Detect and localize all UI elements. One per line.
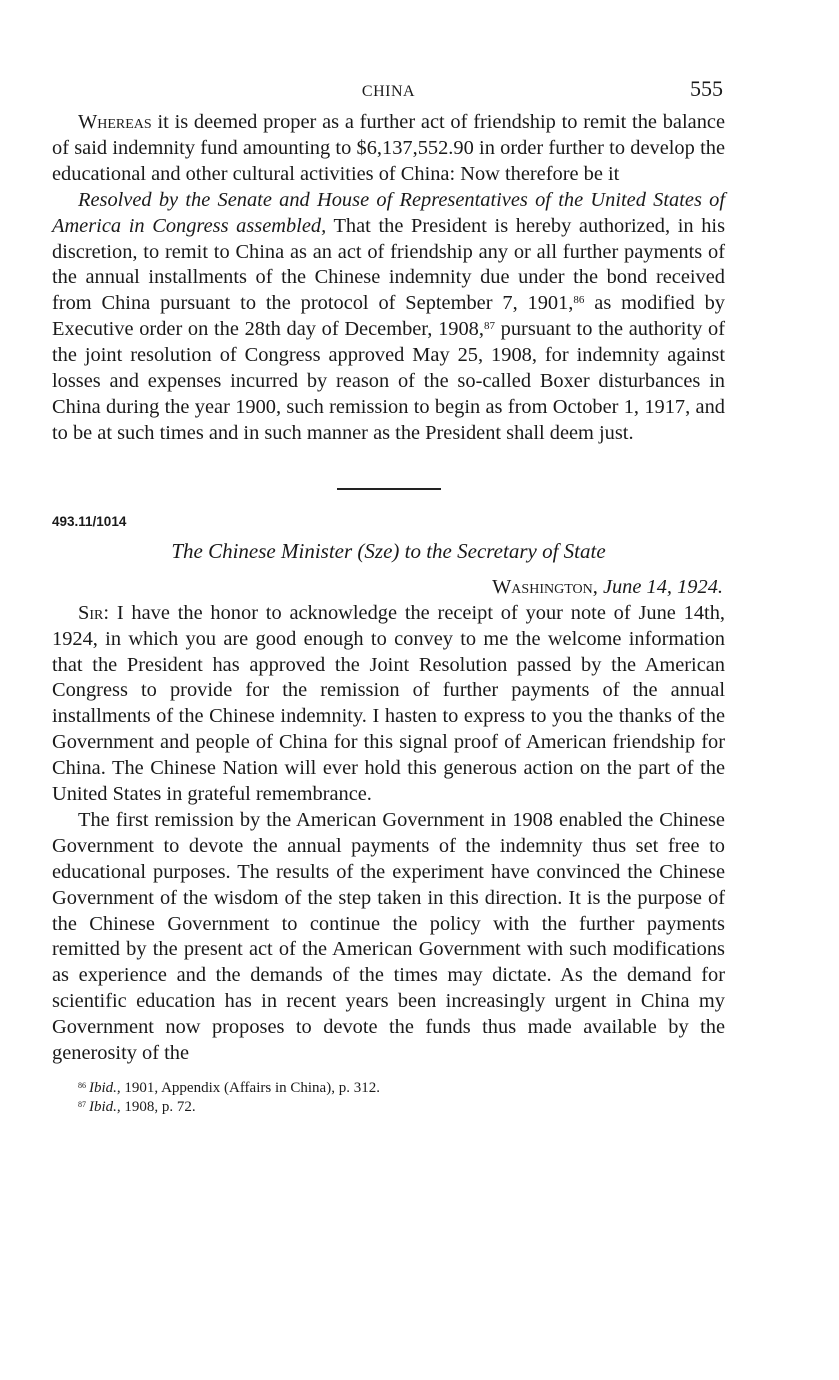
whereas-paragraph [52,110,725,188]
whereas-word: Whereas [78,111,152,133]
page-number: 555 [690,76,723,101]
section-divider [337,488,441,490]
letter-paragraph-1 [52,601,725,808]
file-number: 493.11/1014 [52,513,127,529]
letter-paragraph-2: The first remission by the American Government in 1908 enabled the Chinese Government to devote the annual payments of the indemnity thus set free to educational purposes. The results of the experiment have convinced the Chinese Government of the wisdom of the step taken in this direction. It is the purpose of the Chinese Government to continue the policy with the further payments remitted by the present act of the American Government with such modifications as experience and the demands of the times may dictate. As the demand for scientific education has in recent years been increasingly urgent in China my Government now proposes to devote the funds thus made available by the generosity of the [52,808,725,1065]
footnote-ref-86: 86 [573,294,585,307]
dateline-date: June 14, 1924. [602,575,723,598]
resolved-paragraph [52,188,725,447]
resolved-clause: Resolved by the Senate and House of Representatives of the United States of America in Congress assembled, [52,188,725,237]
footnote-ref-87: 87 [483,320,495,333]
footnote-number: 87 [78,1099,86,1109]
whereas-text: it is deemed proper as a further act of friendship to remit the balance of said indemnity fund amounting to $6,137,552.90 in order further to develop the educational and other cultural activities of China: Now therefore be it [52,111,725,185]
resolved-text-3: pursuant to the authority of the joint resolution of Congress approved May 25, 1908, for indemnity against losses and expenses incurred by reason of the so-called Boxer disturbances in China during the year 1900, such remission to begin as from October 1, 1917, and to be at such times and in such manner as the President shall deem just. [52,318,725,444]
footnote-text: , 1908, p. 72. [116,1098,196,1115]
document-page [52,76,725,1116]
document-title: The Chinese Minister (Sze) to the Secretary of State [171,538,606,563]
salutation: Sir: [78,601,110,624]
footnote-86 [78,1079,725,1098]
footnotes [52,1079,725,1116]
resolved-text-2: as modified by Executive order on the 28th day of December, 1908, [52,292,725,341]
page-header [52,76,725,110]
footnote-ibid: Ibid. [89,1080,117,1096]
footnote-ibid: Ibid. [89,1098,117,1115]
dateline-place: Washington, [492,575,598,598]
letter-paragraph-1-text: I have the honor to acknowledge the receipt of your note of June 14th, 1924, in which you are good enough to convey to me the welcome information that the President has approved the Joint Resolution passed by the American Congress to provide for the remission of further payments of the annual installments of the Chinese indemnity. I hasten to express to you the thanks of the Government and people of China for this signal proof of American friendship for China. The Chinese Nation will ever hold this generous action on the part of the United States in grateful remembrance. [52,601,725,806]
dateline [52,575,725,601]
footnote-number: 86 [78,1081,86,1090]
resolved-text-1: That the President is hereby authorized, in his discretion, to remit to China as an act of friendship any or all further payments of the annual installments of the Chinese indemnity due under the bond received from China pursuant to the protocol of September 7, 1901, [52,214,726,315]
footnote-text: , 1901, Appendix (Affairs in China), p. 312. [116,1080,380,1096]
running-head: CHINA [361,83,416,100]
footnote-87 [78,1098,725,1117]
